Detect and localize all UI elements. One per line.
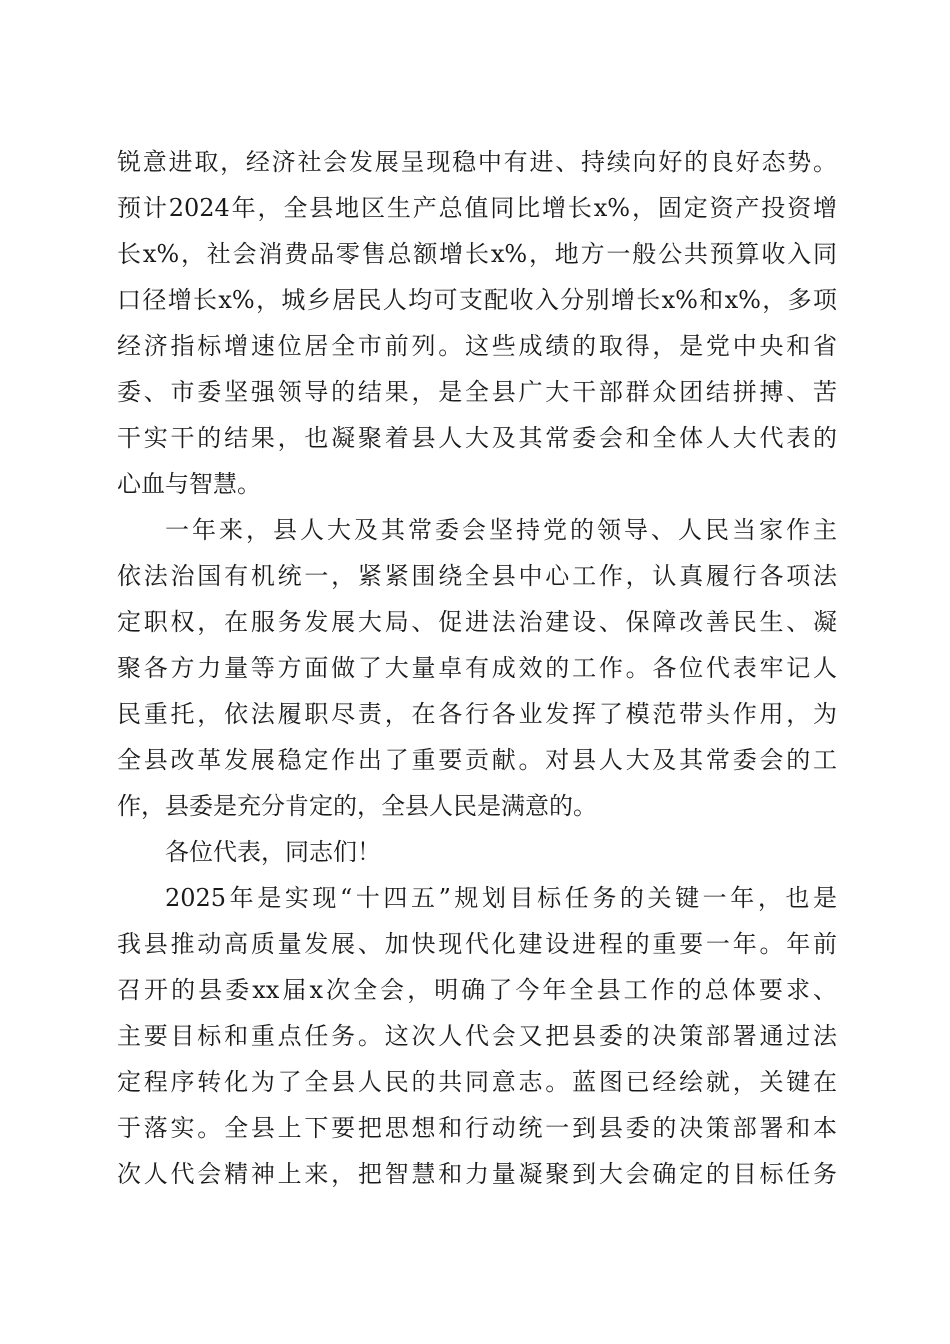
text-line: 聚各方力量等方面做了大量卓有成效的工作。各位代表牢记人 [117,654,837,682]
text-line: 民重托，依法履职尽责，在各行各业发挥了模范带头作用，为 [117,700,837,728]
text-line: 主要目标和重点任务。这次人代会又把县委的决策部署通过法 [117,1022,837,1050]
text-line: 锐意进取，经济社会发展呈现稳中有进、持续向好的良好态势。 [117,148,837,176]
text-line: 于落实。全县上下要把思想和行动统一到县委的决策部署和本 [117,1114,837,1142]
body-text [117,139,837,1197]
text-line: 我县推动高质量发展、加快现代化建设进程的重要一年。年前 [117,930,837,958]
text-line: 经济指标增速位居全市前列。这些成绩的取得，是党中央和省 [117,332,837,360]
text-line: 长x%，社会消费品零售总额增长x%，地方一般公共预算收入同 [117,240,837,268]
text-line: 依法治国有机统一，紧紧围绕全县中心工作，认真履行各项法 [117,562,837,590]
text-line: 召开的县委xx届x次全会，明确了今年全县工作的总体要求、 [117,976,837,1004]
text-line: 委、市委坚强领导的结果，是全县广大干部群众团结拼搏、苦 [117,378,837,406]
text-line: 全县改革发展稳定作出了重要贡献。对县人大及其常委会的工 [117,746,837,774]
text-line: 次人代会精神上来，把智慧和力量凝聚到大会确定的目标任务 [117,1160,837,1188]
text-line: 定程序转化为了全县人民的共同意志。蓝图已经绘就，关键在 [117,1068,837,1096]
text-line: 干实干的结果，也凝聚着县人大及其常委会和全体人大代表的 [117,424,837,452]
text-line: 作，县委是充分肯定的，全县人民是满意的。 [117,792,597,820]
text-line: 心血与智慧。 [117,470,261,498]
salutation-line: 各位代表，同志们！ [165,838,381,866]
paragraph-start-line: 一年来，县人大及其常委会坚持党的领导、人民当家作主 [165,516,837,544]
paragraph-start-line: 2025年是实现“十四五”规划目标任务的关键一年，也是 [165,884,837,912]
text-line: 口径增长x%，城乡居民人均可支配收入分别增长x%和x%，多项 [117,286,837,314]
text-line: 定职权，在服务发展大局、促进法治建设、保障改善民生、凝 [117,608,837,636]
text-line: 预计2024年，全县地区生产总值同比增长x%，固定资产投资增 [117,194,837,222]
